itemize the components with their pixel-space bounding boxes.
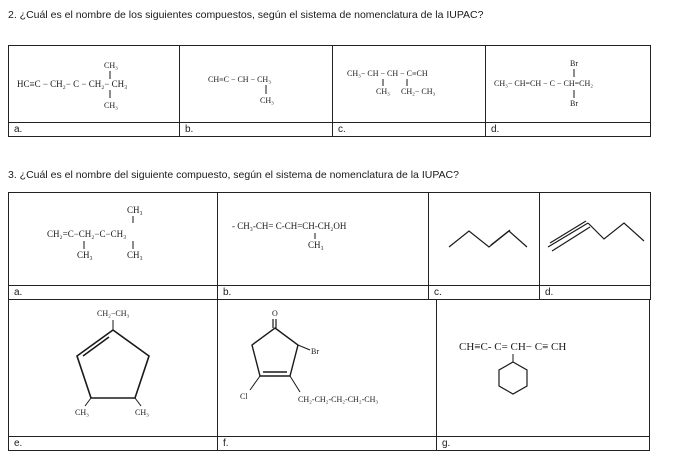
molecule-2d — [486, 46, 651, 123]
question-3-text: 3. ¿Cuál es el nombre del siguiente compuesto, según el sistema de nomenclatura de la IUPAC? — [8, 169, 459, 181]
question-3-table-top — [8, 192, 651, 300]
label-3a: a. — [9, 286, 218, 300]
molecule-2a — [9, 46, 180, 123]
label-2c: c. — [333, 123, 486, 137]
label-2b: b. — [180, 123, 333, 137]
mol-3a-left-bottom: CH₃ — [77, 250, 93, 260]
mol-3f-chain: CH₂-CH₂-CH₂-CH₂-CH₃ — [298, 395, 379, 404]
mol-2b-bottom: CH₃ — [260, 96, 274, 105]
question-2-text: 2. ¿Cuál es el nombre de los siguientes compuestos, según el sistema de nomenclatura de la IUPAC? — [8, 9, 484, 21]
mol-2a-bottom: CH₃ — [104, 101, 118, 110]
label-3c: c. — [429, 286, 540, 300]
mol-3f-oxygen: O — [272, 309, 278, 318]
molecule-3f — [218, 300, 437, 437]
mol-2a-top: CH₃ — [104, 61, 118, 70]
label-3b: b. — [218, 286, 429, 300]
mol-2d-bottom: Br — [570, 99, 578, 108]
mol-3e-sub-right: CH₃ — [135, 408, 149, 417]
mol-3g-main: CH≡C- C= CH− C≡ CH — [459, 341, 567, 353]
label-2a: a. — [9, 123, 180, 137]
label-3e: e. — [9, 437, 218, 451]
mol-2d-main: CH₃− CH=CH − C − CH=CH₂ — [494, 79, 594, 88]
mol-2c-sub2: CH₂− CH₃ — [401, 87, 436, 96]
mol-2d-top: Br — [570, 59, 578, 68]
mol-2b-main: CH≡C − CH − CH₃ — [208, 75, 271, 84]
molecule-3a — [9, 193, 218, 286]
mol-3a-main: CH₂=C−CH₂−C−CH₃ — [47, 229, 127, 239]
label-3d: d. — [540, 286, 651, 300]
question-2-table — [8, 45, 651, 137]
question-3-table-bottom — [8, 299, 650, 451]
molecule-3b — [218, 193, 429, 286]
molecule-3e — [9, 300, 218, 437]
mol-3f-bromo: Br — [311, 347, 319, 356]
mol-3e-sub-top: CH₂−CH₃ — [97, 309, 130, 318]
molecule-2c — [333, 46, 486, 123]
mol-2a-main: HC≡C − CH₂− C − CH₂− CH₃ — [17, 79, 128, 89]
mol-2c-sub1: CH₃ — [376, 87, 390, 96]
molecule-3d — [540, 193, 651, 286]
label-2d: d. — [486, 123, 651, 137]
molecule-3g — [437, 300, 650, 437]
mol-3b-bottom: CH₃ — [308, 240, 324, 250]
molecule-2b — [180, 46, 333, 123]
mol-3a-right-bottom: CH₃ — [127, 250, 143, 260]
mol-3f-chloro: Cl — [240, 392, 248, 401]
mol-2c-main: CH₃− CH − CH − C≡CH — [347, 69, 428, 78]
mol-3a-top: CH₃ — [127, 205, 143, 215]
mol-3b-main: - CH₃-CH= C-CH=CH-CH₂OH — [232, 221, 347, 231]
label-3f: f. — [218, 437, 437, 451]
molecule-3c — [429, 193, 540, 286]
mol-3e-sub-left: CH₃ — [75, 408, 89, 417]
label-3g: g. — [437, 437, 650, 451]
